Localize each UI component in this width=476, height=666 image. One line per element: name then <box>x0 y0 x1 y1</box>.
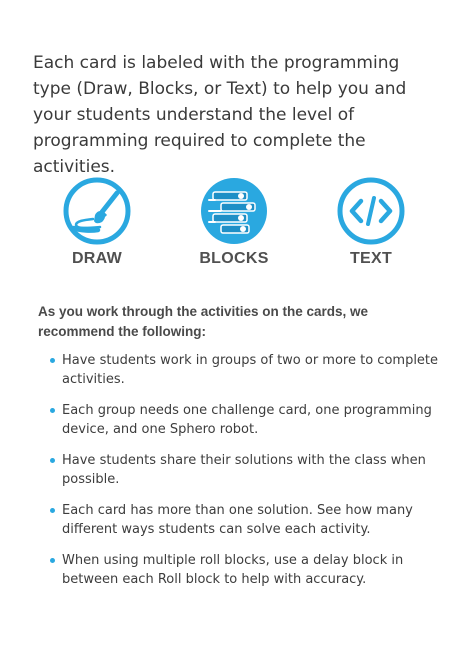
type-text <box>316 176 426 268</box>
type-label-draw: DRAW <box>71 250 123 267</box>
recommendations-heading: As you work through the activities on the cards, we recommend the following: <box>38 304 369 339</box>
list-item <box>50 551 440 589</box>
list-item-text: Each card has more than one solution. See how many different ways students can solve each activity. <box>62 503 413 537</box>
blocks-icon <box>199 176 269 246</box>
code-icon <box>336 176 406 246</box>
intro-paragraph: Each card is labeled with the programming type (Draw, Blocks, or Text) to help you and your students understand the level of programming required to complete the activities. <box>33 53 407 177</box>
type-label-blocks: BLOCKS <box>199 250 269 267</box>
bullet-icon <box>50 558 55 563</box>
bullet-icon <box>50 358 55 363</box>
recommendations-list <box>50 351 440 601</box>
brush-icon <box>62 176 132 246</box>
type-blocks <box>179 176 289 268</box>
list-item <box>50 351 440 389</box>
bullet-icon <box>50 408 55 413</box>
list-item <box>50 451 440 489</box>
list-item <box>50 501 440 539</box>
list-item-text: Have students work in groups of two or more to complete activities. <box>62 353 439 387</box>
list-item-text: Have students share their solutions with the class when possible. <box>62 453 426 487</box>
list-item-text: When using multiple roll blocks, use a delay block in between each Roll block to help with accuracy. <box>62 553 404 587</box>
list-item-text: Each group needs one challenge card, one programming device, and one Sphero robot. <box>62 403 432 437</box>
type-draw <box>42 176 152 268</box>
bullet-icon <box>50 508 55 513</box>
type-label-text: TEXT <box>349 250 393 267</box>
programming-types <box>0 176 476 276</box>
list-item <box>50 401 440 439</box>
bullet-icon <box>50 458 55 463</box>
